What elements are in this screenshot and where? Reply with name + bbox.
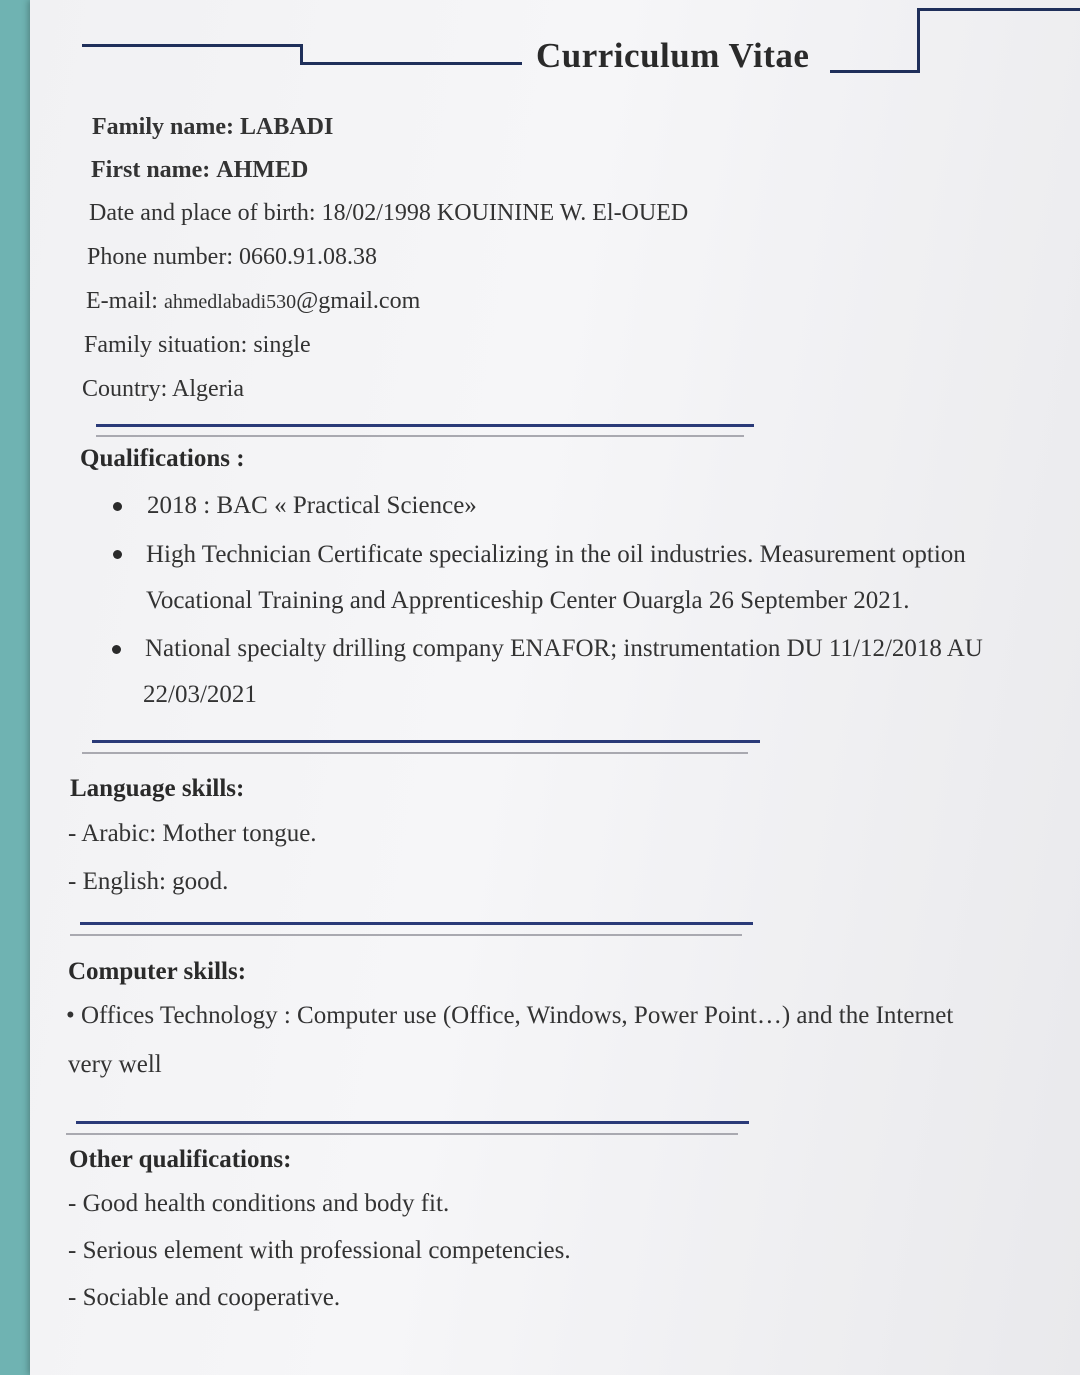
qualification-item-3-line2: 22/03/2021 — [143, 681, 257, 708]
email-domain: @gmail.com — [296, 288, 421, 314]
section-divider-3 — [80, 922, 753, 925]
qualification-item-2-line2: Vocational Training and Apprenticeship Center Ouargla 26 September 2021. — [146, 587, 910, 614]
phone-value: 0660.91.08.38 — [238, 244, 377, 270]
section-divider-1-shadow — [96, 435, 744, 437]
birth-label: Date and place of birth: — [89, 200, 316, 226]
first-name-line — [91, 157, 308, 184]
email-user: ahmedlabadi530 — [163, 291, 297, 313]
language-heading: Language skills: — [70, 775, 245, 802]
family-situation-line — [84, 332, 311, 359]
other-item-sociable: - Sociable and cooperative. — [68, 1284, 341, 1311]
qualification-item-3-line1: National specialty drilling company ENAFOR; instrumentation DU 11/12/2018 AU — [145, 635, 983, 662]
bullet-dot — [113, 502, 122, 511]
section-divider-4 — [76, 1121, 749, 1124]
bullet-dot — [112, 645, 121, 654]
header-rule-top — [917, 8, 1080, 11]
family-name-line — [92, 114, 333, 141]
family-situation-value: single — [253, 332, 311, 358]
first-name-value: AHMED — [216, 157, 309, 183]
bullet-dot — [113, 550, 122, 559]
family-name-label: Family name: — [92, 114, 234, 140]
country-label: Country: — [82, 376, 168, 402]
family-situation-label: Family situation: — [84, 332, 248, 358]
section-divider-3-shadow — [70, 934, 742, 936]
header-rule-step — [300, 44, 303, 64]
language-item-arabic: - Arabic: Mother tongue. — [68, 820, 317, 847]
page-title: Curriculum Vitae — [536, 36, 810, 75]
computer-skills-line2: very well — [68, 1051, 162, 1078]
qualification-item-1: 2018 : BAC « Practical Science» — [147, 492, 477, 519]
computer-heading: Computer skills: — [68, 958, 247, 985]
header-rule-riser — [917, 8, 920, 73]
email-label: E-mail: — [86, 288, 158, 314]
section-divider-2 — [92, 740, 760, 743]
qualifications-heading: Qualifications : — [80, 445, 245, 472]
email-line — [86, 288, 420, 315]
header-rule-left — [82, 44, 302, 47]
header-rule-right — [830, 70, 920, 73]
other-item-health: - Good health conditions and body fit. — [68, 1190, 450, 1217]
section-divider-4-shadow — [66, 1133, 738, 1135]
section-divider-1 — [96, 424, 754, 427]
birth-line — [89, 200, 688, 227]
country-line — [82, 376, 244, 403]
other-item-serious: - Serious element with professional competencies. — [68, 1237, 571, 1264]
language-item-english: - English: good. — [68, 868, 229, 895]
qualification-item-2-line1: High Technician Certificate specializing in the oil industries. Measurement option — [146, 541, 966, 568]
phone-label: Phone number: — [87, 244, 233, 270]
other-heading: Other qualifications: — [69, 1146, 292, 1173]
computer-skills-line1: • Offices Technology : Computer use (Office, Windows, Power Point…) and the Internet — [66, 1002, 954, 1029]
phone-line — [87, 244, 377, 271]
birth-value: 18/02/1998 KOUININE W. El-OUED — [321, 200, 689, 226]
first-name-label: First name: — [91, 157, 211, 183]
header-rule-mid — [300, 62, 522, 65]
country-value: Algeria — [172, 376, 244, 402]
family-name-value: LABADI — [239, 114, 334, 140]
section-divider-2-shadow — [82, 752, 748, 754]
